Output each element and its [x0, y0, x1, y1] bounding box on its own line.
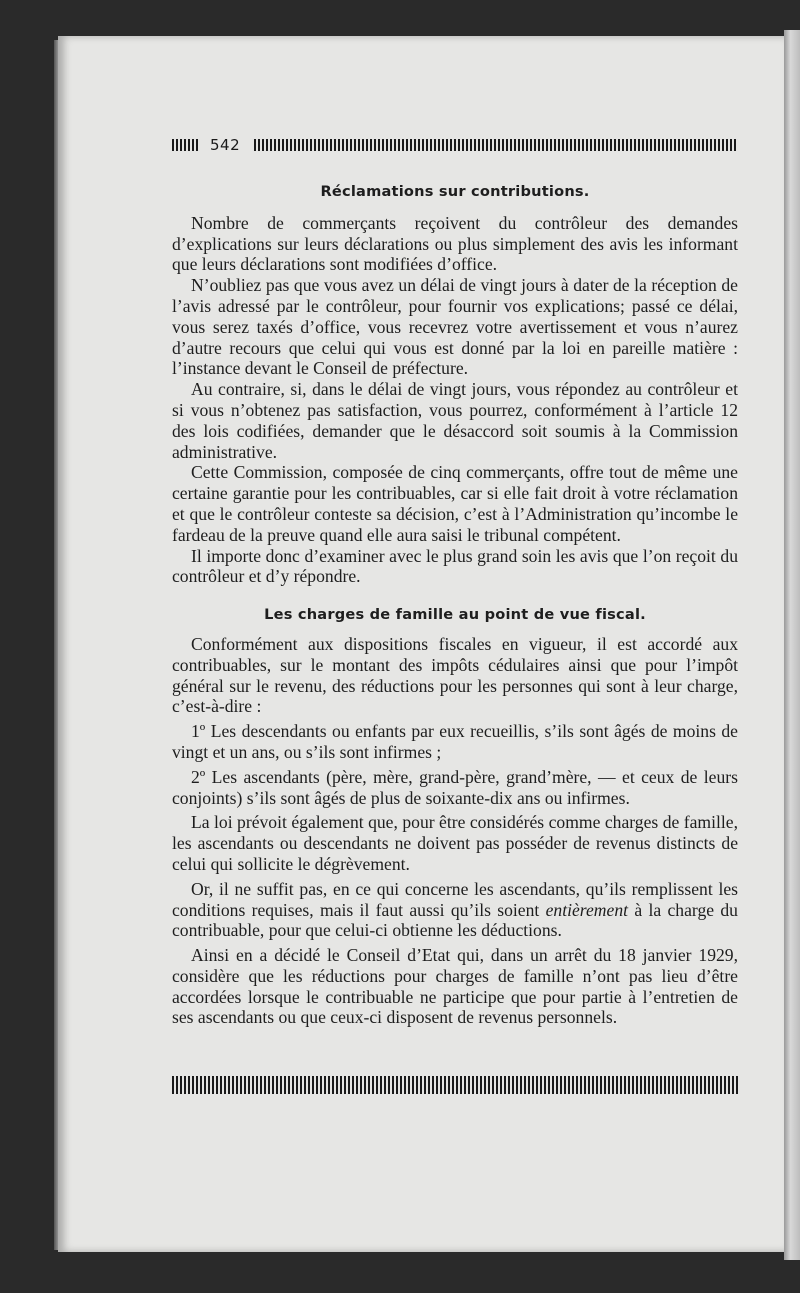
list-item-descendants: 1º Les descendants ou enfants par eux recueillis, s’ils sont âgés de moins de vingt et un ans, ou s’ils sont infirmes ;	[172, 721, 738, 762]
page-edge	[784, 30, 800, 1260]
section-title-charges-famille: Les charges de famille au point de vue fiscal.	[264, 606, 646, 624]
text-run: Or, il ne suffit pas, en ce qui concerne les ascendants, qu’ils remplissent les conditions requises, mais il faut aussi qu’ils soient	[172, 878, 738, 920]
paragraph: Conformément aux dispositions fiscales en vigueur, il est accordé aux contribuables, sur le montant des impôts cédulaires ainsi que pour l’impôt général sur le revenu, des réductions pour les personnes qui sont à leur charge, c’est-à-dire :	[172, 633, 738, 717]
text-run: à la charge du contribuable, pour que celui-ci obtienne les déductions.	[172, 899, 738, 941]
page-header	[172, 138, 738, 152]
paragraph: Ainsi en a décidé le Conseil d’Etat qui, dans un arrêt du 18 janvier 1929, considère que les réductions pour charges de famille n’ont pas lieu d’être accordées lorsque le contribuable ne participe que pour partie à l’entretien de ses ascendants ou que ceux-ci disposent de revenus personnels.	[172, 945, 738, 1028]
paragraph: N’oubliez pas que vous avez un délai de vingt jours à dater de la réception de l’avis adressé par le contrôleur, pour fournir vos explications; passé ce délai, vous serez taxés d’office, vous recevrez votre avertissement et vous n’aurez d’autre recours que celui qui vous est donné par la loi en pareille matière : l’instance devant le Conseil de préfecture.	[172, 275, 738, 379]
paragraph: Il importe donc d’examiner avec le plus grand soin les avis que l’on reçoit du contrôleur et d’y répondre.	[172, 545, 738, 587]
list-item-ascendants: 2º Les ascendants (père, mère, grand-père, grand’mère, — et ceux de leurs conjoints) s’ils sont âgés de plus de soixante-dix ans ou infirmes.	[172, 766, 738, 808]
header-rule-left	[172, 139, 200, 151]
section-title-reclamations: Réclamations sur contributions.	[320, 183, 590, 200]
paragraph: Au contraire, si, dans le délai de vingt jours, vous répondez au contrôleur et si vous n’obtenez pas satisfaction, vous pourrez, conformément à l’article 12 des lois codifiées, demander que le désaccord soit soumis à la Commission administrative.	[172, 379, 738, 462]
page-number: 542	[210, 136, 241, 154]
paragraph: La loi prévoit également que, pour être considérés comme charges de famille, les ascendants ou descendants ne doivent pas posséder de revenus distincts de celui qui sollicite le dégrèvement.	[172, 812, 738, 874]
header-rule-right	[254, 139, 738, 151]
emphasis-text: entièrement	[545, 899, 629, 920]
paragraph: Nombre de commerçants reçoivent du contrôleur des demandes d’explications sur leurs déclarations ou plus simplement des avis les informant que leurs déclarations sont modifiées d’office.	[172, 212, 738, 275]
footer-rule	[172, 1076, 738, 1094]
page-content	[172, 176, 738, 1028]
paragraph: Cette Commission, composée de cinq commerçants, offre tout de même une certaine garantie pour les contribuables, car si elle fait droit à votre réclamation et que le contrôleur conteste sa décision, c’est à l’Administration qu’incombe le fardeau de la preuve quand elle aura saisi le tribunal compétent.	[172, 462, 738, 545]
paragraph-entierement	[172, 879, 738, 941]
